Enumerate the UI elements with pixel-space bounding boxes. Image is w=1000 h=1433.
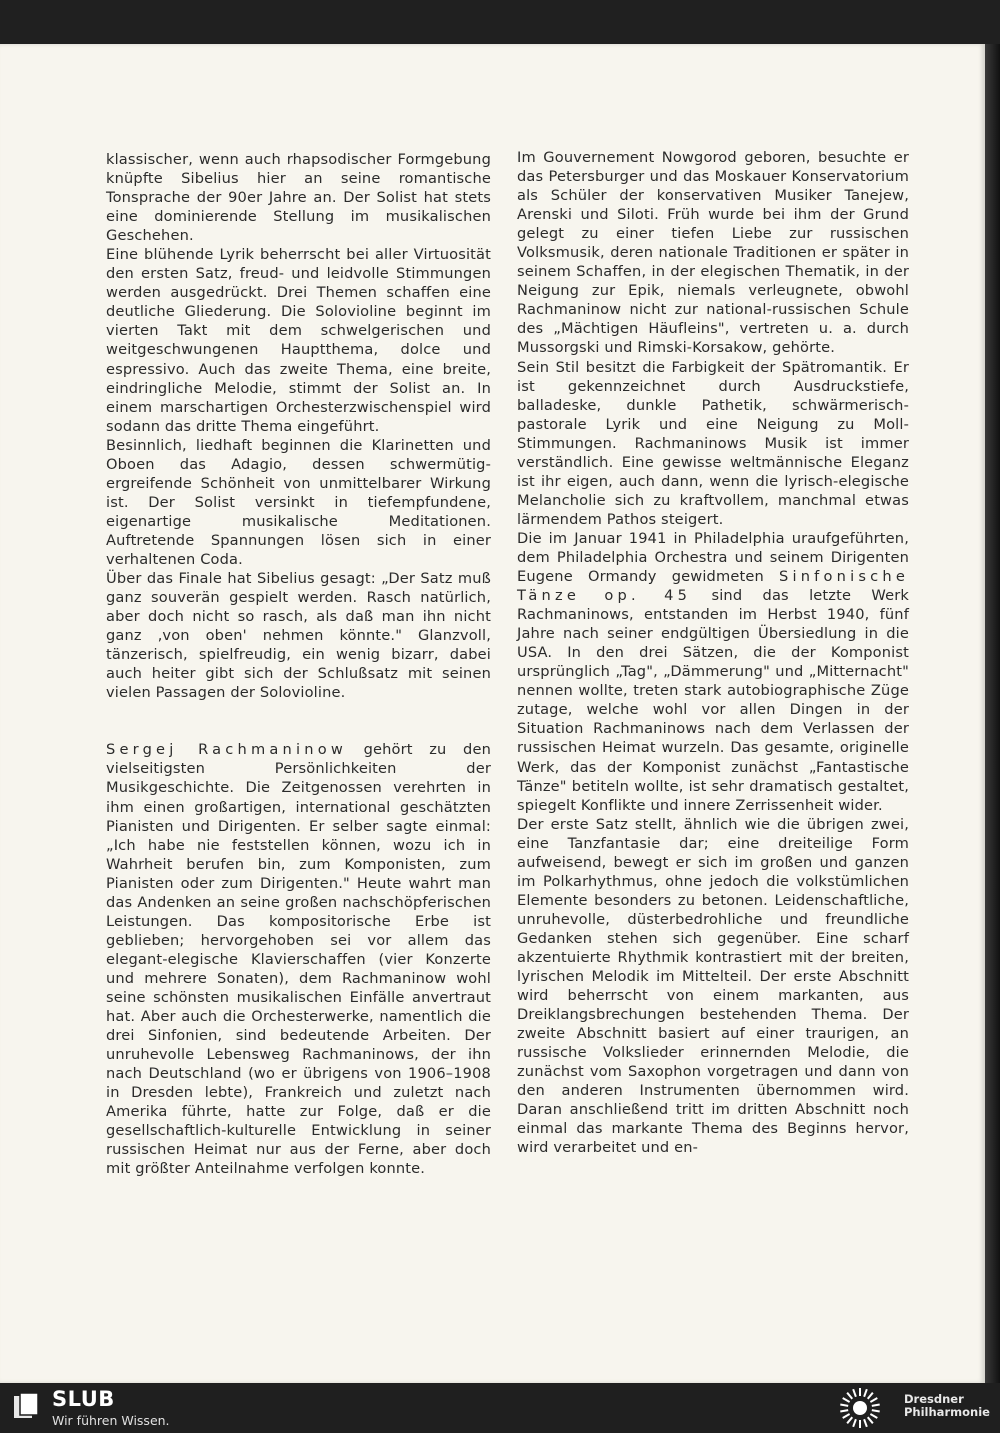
philharmonie-name-line1: Dresdner — [904, 1392, 964, 1406]
paragraph-rachmaninow-intro — [106, 740, 491, 1178]
slub-tagline: Wir führen Wissen. — [52, 1413, 170, 1428]
paragraph-form: klassischer, wenn auch rhapsodischer Formgebung knüpfte Sibelius hier an seine romantische Tonsprache der 90er Jahre an. Der Solist hat stets eine dominierende Stellung im musikalischen Geschehen. — [106, 151, 491, 245]
paragraph-symphonic-dances — [517, 529, 909, 815]
section-gap — [106, 702, 491, 740]
paragraph-first-movement: Eine blühende Lyrik beherrscht bei aller Virtuosität den ersten Satz, freud- und leidvolle Stimmungen werden ausgedrückt. Drei Themen schaffen eine deutliche Gliederung. Die Soloviolinе beginnt im vierten Takt mit dem schwelgerischen und weitgeschwungenen Hauptthema, dolce und espressivo. Auch das zweite Thema, eine breite, eindringliche Melodie, stimmt der Solist an. In einem marschartigen Orchesterzwischenspiel wird sodann das dritte Thema eingeführt. — [106, 246, 491, 435]
footer-bar — [0, 1383, 1000, 1433]
work-title: Sinfonische Tänze op. 45 — [517, 568, 909, 605]
paragraph-rachmaninow-text: gehört zu den vielseitigsten Persönlichkeiten der Musikgeschichte. Die Zeitgenossen verehrten in ihm einen großartigen, international geschätzten Pianisten und Dirigenten. Er selber sagte einmal: „Ich habe nie feststellen können, wozu ich in Wahrheit berufen bin, zum Komponisten, zum Pianisten oder zum Dirigenten." Heute wahrt man das Andenken an seine großen nachschöpferischen Leistungen. Das kompositorische Erbe ist geblieben; hervorgehoben sei vor allem das elegant-elegische Klavierschaffen (vier Konzerte und mehrere Sonaten), dem Rachmaninow wohl seine schönsten musikalischen Einfälle anvertraut hat. Aber auch die Orchesterwerke, namentlich die drei Sinfonien, sind bedeutende Arbeiten. Der unruhevolle Lebensweg Rachmaninows, der ihn nach Deutschland (wo er übrigens von 1906–1908 in Dresden lebte), Frankreich und zuletzt nach Amerika führte, hatte zur Folge, daß er die gesellschaftlich-kulturelle Entwicklung in seiner russischen Heimat nur aus der Ferne, aber doch mit größter Anteilnahme verfolgen konnte. — [106, 741, 492, 1178]
page-edge-shadow — [985, 44, 1000, 1383]
slub-logo-icon[interactable] — [12, 1391, 42, 1421]
right-text-column — [517, 148, 909, 1157]
paragraph-first-movement-dances: Der erste Satz stellt, ähnlich wie die übrigen zwei, eine Tanzfantasie dar; eine dreiteilige Form aufweisend, bewegt er sich im großen und ganzen im Polkarhythmus, ohne jedoch die volkstümlichen Elemente besonders zu betonen. Leidenschaftliche, unruhevolle, düsterbedrohliche und freundliche Gedanken stehen sich gegenüber. Eine scharf akzentuierte Rhythmik kontrastiert mit der breiten, lyrischen Melodik im Mittelteil. Der erste Abschnitt wird beherrscht von einem markanten, aus Dreiklangsbrechungen bestehenden Thema. Der zweite Abschnitt basiert auf einer traurigen, an russische Volkslieder erinnernden Melodie, die zunächst vom Saxophon vorgetragen und dann von den anderen Instrumenten übernommen wird. Daran anschließend tritt im dritten Abschnitt noch einmal das markante Thema des Beginns hervor, wird verarbeitet und en- — [517, 815, 909, 1157]
paragraph-biography: Im Gouvernement Nowgorod geboren, besuchte er das Petersburger und das Moskauer Konservatorium als Schüler der konservativen Musiker Tanejew, Arenski und Siloti. Früh wurde bei ihm der Grund gelegt zu einer tiefen Liebe zur russischen Volksmusik, deren nationale Traditionen er später in seinem Schaffen, in der elegischen Thematik, in der Neigung zur Epik, niemals verleugnete, obwohl Rachmaninow nicht zur national-russischen Schule des „Mächtigen Häufleins", vertreten u. a. durch Mussorgski und Rimski-Korsakow, gehörte. — [517, 149, 909, 357]
philharmonie-name-line2: Philharmonie — [904, 1405, 990, 1419]
paragraph-adagio: Besinnlich, liedhaft beginnen die Klarinetten und Oboen das Adagio, dessen schwermütig-ergreifende Schönheit von unmittelbarer Wirkung ist. Der Solist versinkt in tiefempfundene, eigenartige musikalische Meditationen. Auftretende Spannungen lösen sich in einer verhaltenen Coda. — [106, 436, 491, 568]
philharmonie-logo-icon[interactable] — [838, 1386, 882, 1430]
paragraph-dances-text-b: sind das letzte Werk Rachmaninows, entstanden im Herbst 1940, fünf Jahre nach seiner endgültigen Übersiedlung in die USA. In den drei Sätzen, die der Komponist ursprünglich „Tag", „Dämmerung" und „Mitternacht" nennen wollte, treten stark autobiographische Züge zutage, welche wohl vor allen Dingen in der Situation Rachmaninows nach dem Verlassen der russischen Heimat wurzeln. Das gesamte, originelle Werk, das der Komponist zunächst „Fantastische Tänze" betiteln wollte, ist sehr dramatisch gestaltet, spiegelt Konflikte und innere Zerrissenheit wider. — [517, 587, 910, 814]
paragraph-style: Sein Stil besitzt die Farbigkeit der Spätromantik. Er ist gekennzeichnet durch Ausdruckstiefe, balladeske, dunkle Pathetik, schwärmerisch-pastorale Lyrik und eine Neigung zu Moll-Stimmungen. Rachmaninows Musik ist immer verständlich. Eine gewisse weltmännische Eleganz ist ihr eigen, auch dann, wenn die lyrisch-elegische Melancholie sich zu kraftvollem, manchmal etwas lärmendem Pathos steigert. — [517, 358, 909, 528]
left-text-column — [106, 150, 491, 1178]
composer-name: Sergej Rachmaninow — [106, 741, 347, 759]
paragraph-finale: Über das Finale hat Sibelius gesagt: „Der Satz muß ganz souverän gespielt werden. Rasch natürlich, aber doch nicht so rasch, als daß man ihn nicht ganz ‚von oben' nehmen könnte." Glanzvoll, tänzerisch, spielfreudig, ein wenig bizarr, dabei auch heiter gibt sich der Schlußsatz mit seinen vielen Passagen der Solovioline. — [106, 570, 491, 702]
paragraph-dances-text-a: Die im Januar 1941 in Philadelphia uraufgeführten, dem Philadelphia Orchestra und seinem Dirigenten Eugene Ormandy gewidmeten — [517, 529, 909, 586]
slub-name[interactable]: SLUB — [52, 1387, 115, 1411]
philharmonie-name[interactable] — [904, 1393, 990, 1419]
